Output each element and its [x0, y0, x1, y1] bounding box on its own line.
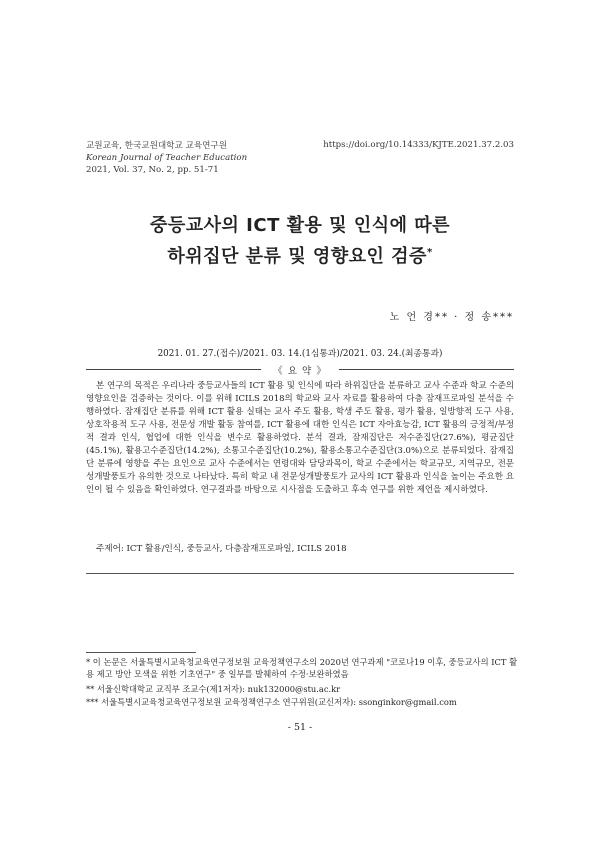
keywords: 주제어: ICT 활용/인식, 중등교사, 다층잠재프로파일, ICILS 2018 — [96, 544, 347, 554]
title-footnote-mark: * — [426, 247, 433, 258]
doi-link[interactable]: https://doi.org/10.14333/KJTE.2021.37.2.03 — [323, 140, 514, 150]
journal-name-korean: 교원교육, 한국교원대학교 교육연구원 — [86, 141, 228, 151]
title-line-2 — [86, 239, 514, 270]
journal-volume: 2021, Vol. 37, No. 2, pp. 51-71 — [86, 165, 219, 175]
title-line-2-text: 하위집단 분류 및 영향요인 검증 — [167, 246, 427, 267]
summary-label: 《 요 약 》 — [273, 366, 327, 377]
footnote-first-author: ** 서울신학대학교 교직부 조교수(제1저자): nuk132000@stu.ac.kr — [86, 684, 341, 694]
footnote-corresponding-author: *** 서울특별시교육청교육연구정보원 교육정책연구소 연구위원(교신저자): ssonginkor@gmail.com — [86, 697, 457, 707]
summary-heading — [86, 363, 514, 375]
journal-name-english: Korean Journal of Teacher Education — [86, 153, 248, 163]
page-number: - 51 - — [287, 722, 313, 733]
submission-dates: 2021. 01. 27.(접수)/2021. 03. 14.(1심통과)/2021. 03. 24.(최종통과) — [157, 349, 443, 359]
author-list: 노 언 경** · 정 송*** — [389, 312, 514, 323]
footnote-funding: * 이 논문은 서울특별시교육청교육연구정보원 교육정책연구소의 2020년 연구과제 "코로나19 이후, 중등교사의 ICT 활용 제고 방안 모색을 위한 기초연구" 중 일부를 발췌하여 수정·보완하였음 — [86, 657, 518, 679]
summary-rule-right — [339, 369, 514, 370]
footnote-separator — [86, 652, 196, 653]
abstract-text: 본 연구의 목적은 우리나라 중등교사들의 ICT 활용 및 인식에 따라 하위집단을 분류하고 교사 수준과 학교 수준의 영향요인을 검증하는 것이다. 이를 위해 ICILS 2018의 학교와 교사 자료를 활용하여 다층 잠재프로파일 분석을 수행하였다. 잠재집단 분류를 위해 ICT 활용 실태는 교사 주도 활용, 학생 주도 활용, 평가 활용, 일방향적 도구 사용, 상호작용적 도구 사용, 전문성 개발 활동 참여를, ICT 활용에 대한 인식은 ICT 자아효능감, ICT 활용의 긍정적/부정적 결과 인식, 협업에 대한 인식을 변수로 활용하였다. 분석 결과, 잠재집단은 저수준집단(27.6%), 평균집단(45.1%), 활용고수준집단(14.2%), 소통고수준집단(10.2%), 활용소통고수준집단(3.0%)으로 분류되었다. 잠재집단 분류에 영향을 주는 요인으로 교사 수준에서는 연령대와 담당과목이, 학교 수준에서는 학교규모, 지역규모, 전문성개발풍토가 유의한 것으로 나타났다. 특히 학교 내 전문성개발풍토가 교사의 ICT 활용과 인식을 높이는 주요한 요인이 될 수 있음을 확인하였다. 연구결과를 바탕으로 시사점을 도출하고 후속 연구를 위한 제언을 제시하였다. — [86, 381, 514, 495]
abstract-bottom-rule — [86, 573, 514, 574]
title-line-1: 중등교사의 ICT 활용 및 인식에 따른 — [149, 215, 451, 236]
paper-title — [86, 212, 514, 270]
journal-header — [86, 140, 346, 176]
